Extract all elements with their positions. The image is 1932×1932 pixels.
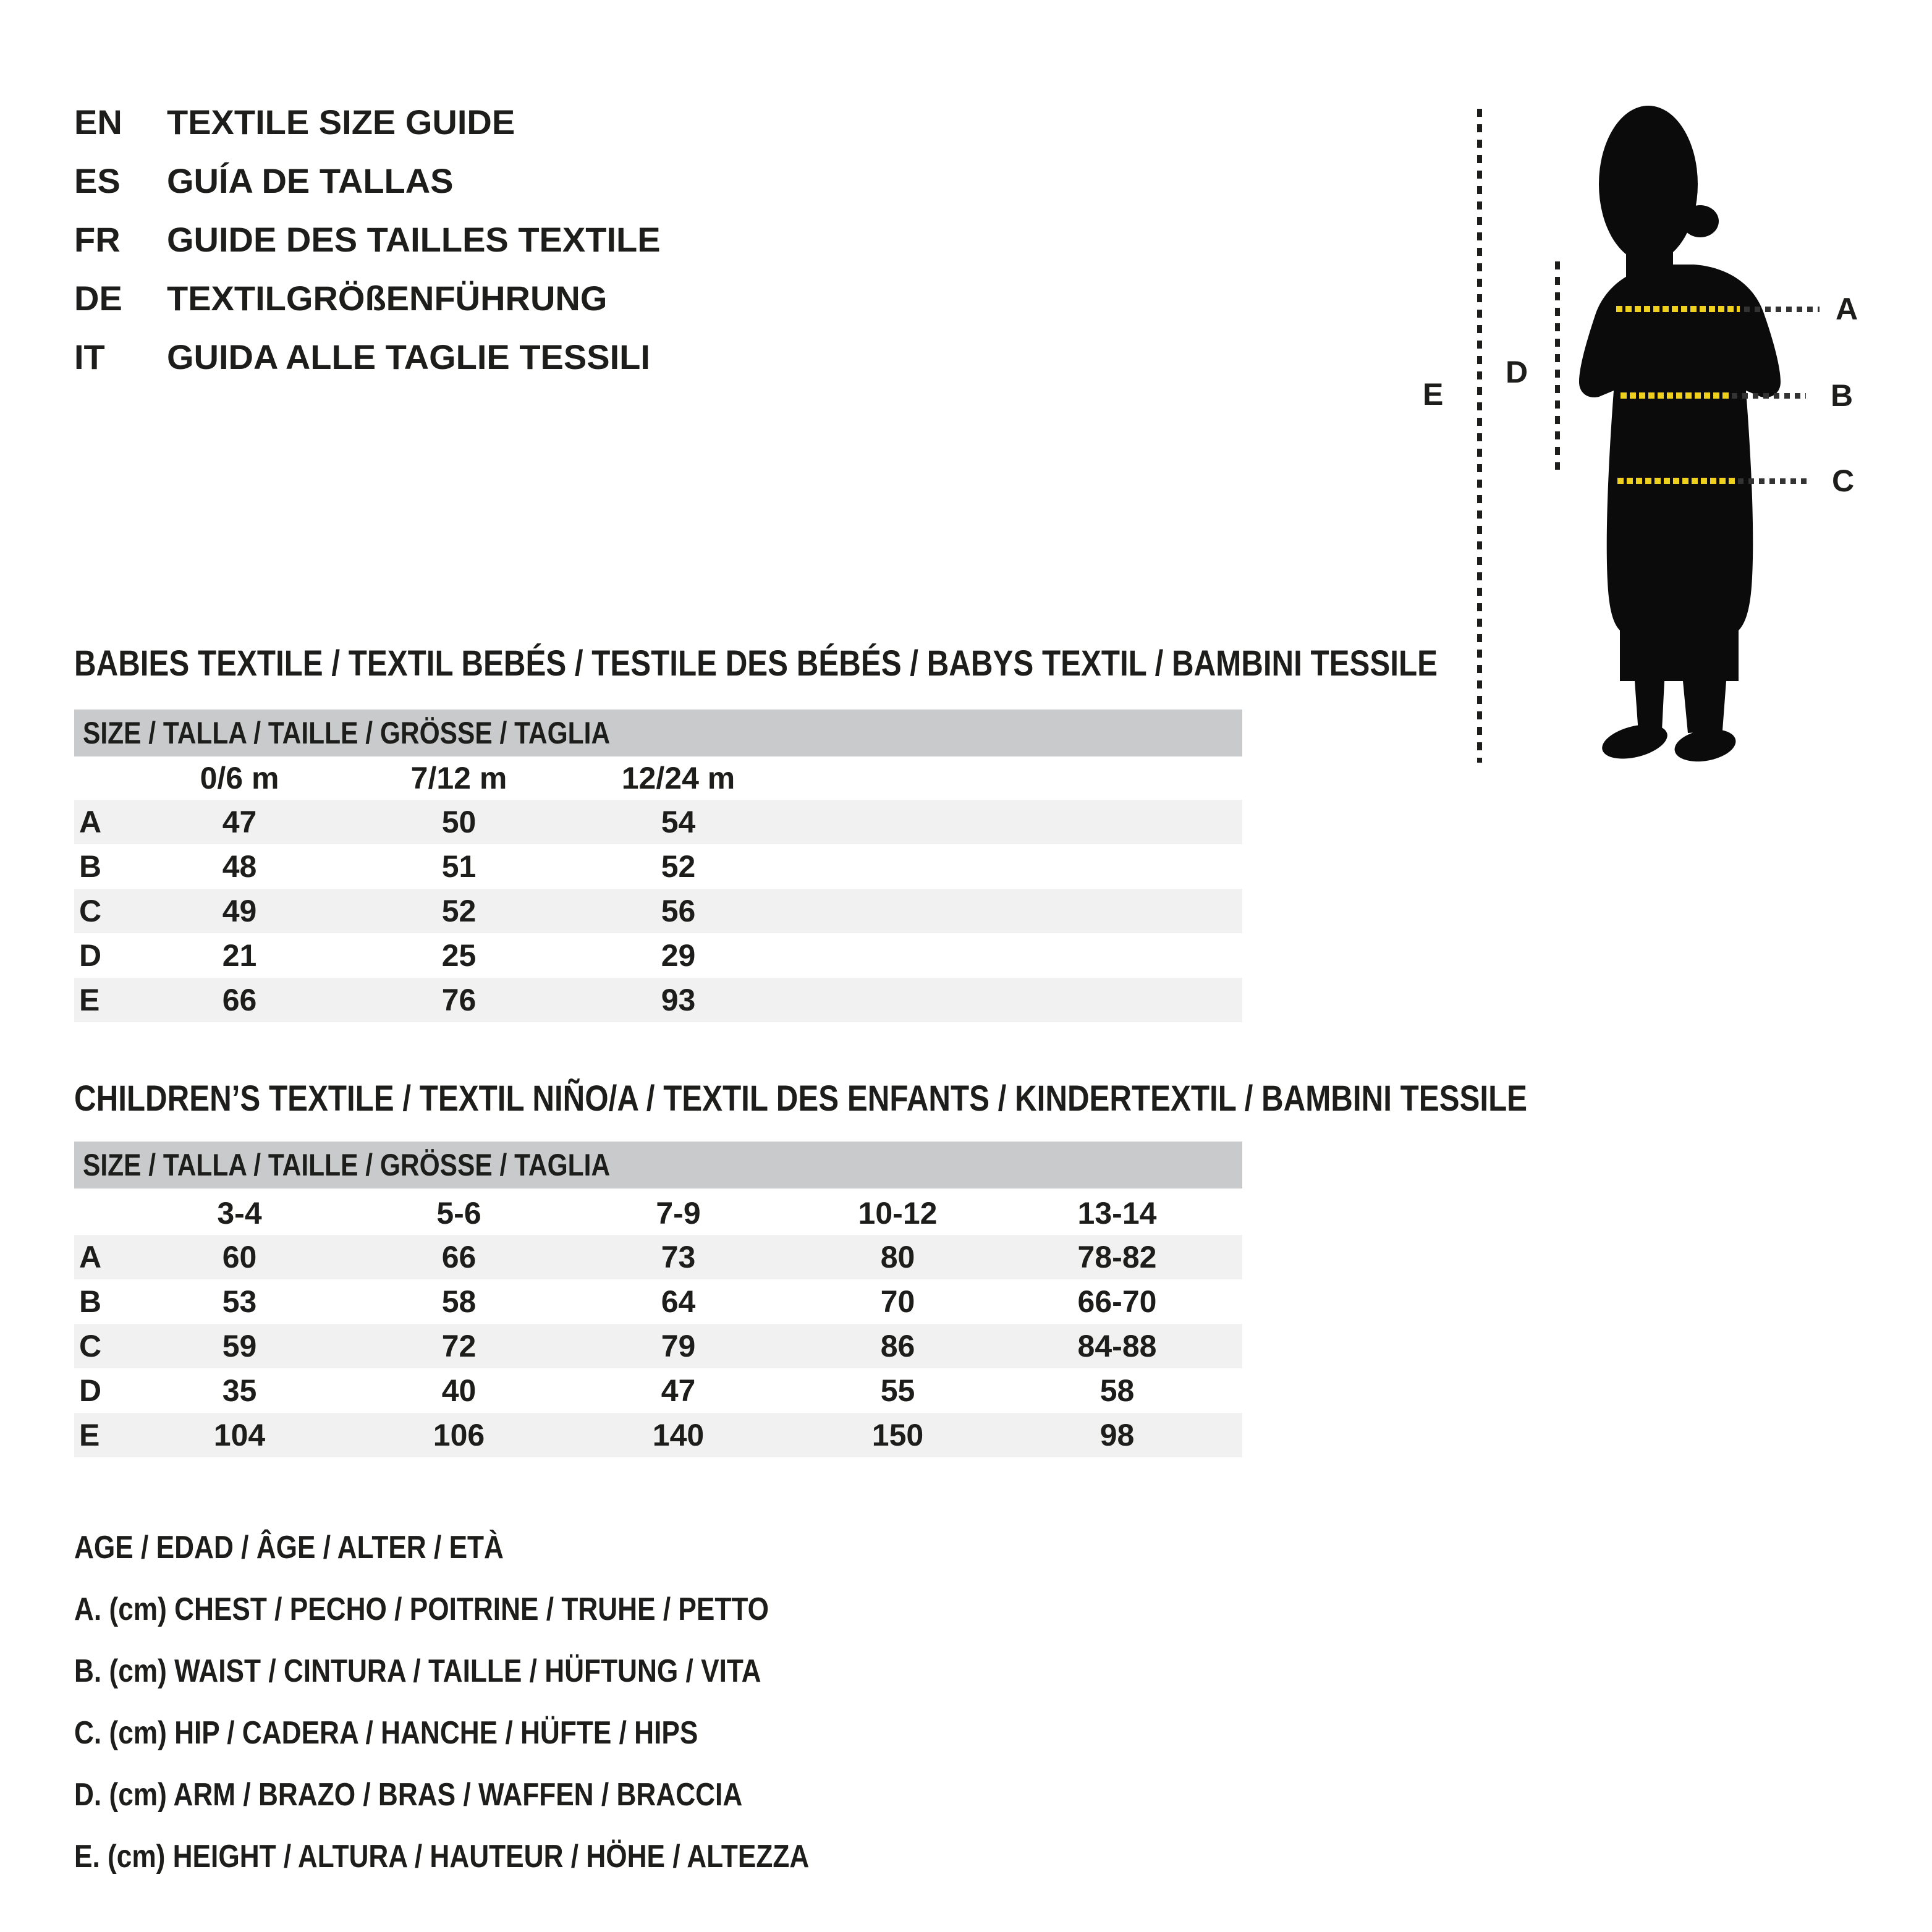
cell-value: 58	[441, 1284, 477, 1319]
children-column-header: 3-4	[217, 1196, 262, 1231]
legend-hip-line	[74, 1702, 939, 1764]
children-section-title	[74, 1078, 1784, 1119]
legend-age-line	[74, 1517, 939, 1578]
cell-value: 53	[222, 1284, 257, 1319]
silhouette-hair-flick	[1682, 205, 1719, 237]
language-code-de: DE	[74, 279, 122, 318]
legend-height-text: E. (cm) HEIGHT / ALTURA / HAUTEUR / HÖHE / ALTEZZA	[74, 1839, 810, 1875]
language-title-de: TEXTILGRÖßENFÜHRUNG	[167, 279, 608, 318]
legend-arm-text: D. (cm) ARM / BRAZO / BRAS / WAFFEN / BRACCIA	[74, 1777, 743, 1813]
legend-age-text: AGE / EDAD / ÂGE / ALTER / ETÀ	[74, 1530, 504, 1566]
children-table-row-a	[74, 1235, 1242, 1279]
waist-measure-dash-yellow-b	[1621, 392, 1729, 399]
cell-value: 52	[661, 849, 696, 884]
babies-column-header: 0/6 m	[200, 761, 279, 795]
row-label: E	[79, 1418, 100, 1452]
legend-height-line	[74, 1826, 939, 1888]
legend-chest-line	[74, 1578, 939, 1640]
cell-value: 79	[661, 1329, 696, 1363]
cell-value: 93	[661, 983, 696, 1017]
babies-table-row-e	[74, 978, 1242, 1022]
babies-column-header: 7/12 m	[410, 761, 507, 795]
row-label: A	[79, 805, 102, 839]
cell-value: 66	[441, 1240, 477, 1274]
children-table-row-d	[74, 1368, 1242, 1413]
children-table-row-e	[74, 1413, 1242, 1457]
cell-value: 66-70	[1077, 1284, 1157, 1319]
cell-value: 72	[441, 1329, 477, 1363]
cell-value: 80	[880, 1240, 915, 1274]
silhouette-torso	[1579, 265, 1781, 681]
language-title-es: GUÍA DE TALLAS	[167, 161, 454, 200]
measure-label-b: B	[1831, 378, 1854, 413]
legend-chest-text: A. (cm) CHEST / PECHO / POITRINE / TRUHE / PETTO	[74, 1591, 769, 1627]
cell-value: 76	[441, 983, 477, 1017]
babies-table-row-b	[74, 844, 1242, 889]
cell-value: 47	[222, 805, 257, 839]
babies-table-row-c	[74, 889, 1242, 933]
row-label: D	[79, 938, 102, 973]
chest-measure-dash-yellow-a	[1616, 306, 1740, 312]
cell-value: 55	[880, 1373, 915, 1408]
cell-value: 49	[222, 894, 257, 928]
babies-table-row-d	[74, 933, 1242, 978]
cell-value: 50	[441, 805, 477, 839]
language-code-es: ES	[74, 161, 121, 200]
measure-label-a: A	[1836, 292, 1858, 326]
cell-value: 73	[661, 1240, 696, 1274]
measurement-legend	[74, 1517, 939, 1888]
row-label: E	[79, 983, 100, 1017]
cell-value: 66	[222, 983, 257, 1017]
waist-measure-dash-dark-b	[1732, 393, 1806, 399]
language-title-fr: GUIDE DES TAILLES TEXTILE	[167, 220, 661, 259]
language-code-en: EN	[74, 103, 122, 142]
silhouette-right-shoe	[1672, 725, 1738, 763]
cell-value: 84-88	[1077, 1329, 1157, 1363]
cell-value: 47	[661, 1373, 696, 1408]
row-label: A	[79, 1240, 102, 1274]
legend-hip-text: C. (cm) HIP / CADERA / HANCHE / HÜFTE / HIPS	[74, 1715, 698, 1751]
children-section-title-text: CHILDREN’S TEXTILE / TEXTIL NIÑO/A / TEXTIL DES ENFANTS / KINDERTEXTIL / BAMBINI TESSILE	[74, 1078, 1528, 1119]
language-title-it: GUIDA ALLE TAGLIE TESSILI	[167, 337, 650, 376]
measure-label-e: E	[1423, 377, 1444, 412]
cell-value: 40	[441, 1373, 477, 1408]
cell-value: 59	[222, 1329, 257, 1363]
row-label: B	[79, 1284, 102, 1319]
cell-value: 86	[880, 1329, 915, 1363]
children-size-header-bar	[74, 1142, 1242, 1188]
cell-value: 56	[661, 894, 696, 928]
cell-value: 60	[222, 1240, 257, 1274]
cell-value: 64	[661, 1284, 696, 1319]
silhouette-right-leg	[1683, 681, 1726, 733]
arm-measure-line-d	[1555, 261, 1560, 470]
cell-value: 150	[871, 1418, 924, 1452]
cell-value: 48	[222, 849, 257, 884]
children-column-header-row	[74, 1192, 1242, 1235]
cell-value: 140	[652, 1418, 705, 1452]
cell-value: 70	[880, 1284, 915, 1319]
cell-value: 21	[222, 938, 257, 973]
cell-value: 104	[213, 1418, 266, 1452]
language-title-en: TEXTILE SIZE GUIDE	[167, 103, 515, 142]
babies-size-header-bar	[74, 710, 1242, 756]
children-column-header: 13-14	[1077, 1196, 1157, 1231]
language-code-fr: FR	[74, 220, 121, 259]
babies-section-title-text: BABIES TEXTILE / TEXTIL BEBÉS / TESTILE DES BÉBÉS / BABYS TEXTIL / BAMBINI TESSILE	[74, 643, 1438, 684]
children-table-row-b	[74, 1279, 1242, 1324]
row-label: C	[79, 894, 102, 928]
children-column-header: 5-6	[436, 1196, 481, 1231]
cell-value: 51	[441, 849, 477, 884]
cell-value: 54	[661, 805, 696, 839]
legend-waist-text: B. (cm) WAIST / CINTURA / TAILLE / HÜFTUNG / VITA	[74, 1653, 761, 1689]
row-label: C	[79, 1329, 102, 1363]
babies-column-header: 12/24 m	[621, 761, 735, 795]
row-label: B	[79, 849, 102, 884]
cell-value: 98	[1099, 1418, 1135, 1452]
cell-value: 106	[433, 1418, 485, 1452]
children-column-header: 7-9	[656, 1196, 701, 1231]
babies-table-row-a	[74, 800, 1242, 844]
children-table-row-c	[74, 1324, 1242, 1368]
babies-section-title	[74, 643, 1678, 684]
measure-label-c: C	[1832, 464, 1855, 498]
cell-value: 25	[441, 938, 477, 973]
measure-label-d: D	[1506, 355, 1528, 389]
cell-value: 78-82	[1077, 1240, 1157, 1274]
cell-value: 58	[1099, 1373, 1135, 1408]
cell-value: 35	[222, 1373, 257, 1408]
children-size-header-text: SIZE / TALLA / TAILLE / GRÖSSE / TAGLIA	[83, 1148, 611, 1182]
chest-measure-dash-dark-a	[1744, 307, 1820, 312]
cell-value: 52	[441, 894, 477, 928]
legend-waist-line	[74, 1640, 939, 1702]
babies-column-header-row	[74, 756, 1242, 800]
children-column-header: 10-12	[858, 1196, 938, 1231]
babies-size-header-text: SIZE / TALLA / TAILLE / GRÖSSE / TAGLIA	[83, 716, 611, 750]
row-label: D	[79, 1373, 102, 1408]
hip-measure-dash-yellow-c	[1617, 478, 1735, 484]
cell-value: 29	[661, 938, 696, 973]
legend-arm-line	[74, 1764, 939, 1826]
language-code-it: IT	[74, 337, 105, 376]
hip-measure-dash-dark-c	[1738, 478, 1809, 484]
